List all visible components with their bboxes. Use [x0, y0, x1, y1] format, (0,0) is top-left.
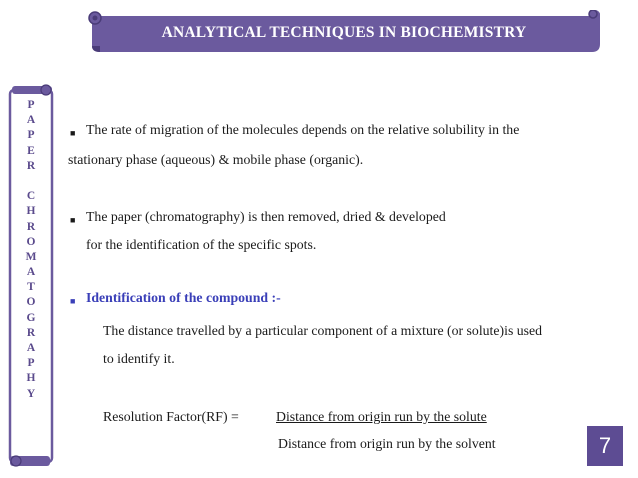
side-letter: P — [27, 99, 35, 111]
side-letter: R — [26, 326, 36, 339]
side-letter: R — [26, 220, 36, 233]
side-letter: P — [27, 357, 35, 370]
side-letter: H — [26, 205, 36, 218]
formula-denominator: Distance from origin run by the solvent — [278, 436, 496, 451]
side-letter: A — [26, 342, 36, 354]
bullet-square-icon: ■ — [70, 296, 76, 306]
side-letter: T — [27, 281, 35, 294]
bullet-2-line-1: The paper (chromatography) is then removed, dried & developed — [86, 209, 446, 224]
identification-heading: Identification of the compound :- — [86, 290, 281, 305]
bullet-1-line-1: The rate of migration of the molecules depends on the relative solubility in the — [86, 122, 520, 137]
side-letter: C — [26, 190, 36, 203]
side-letter: P — [27, 129, 35, 142]
side-letter: M — [25, 250, 37, 263]
side-letter: A — [26, 266, 36, 279]
formula-label: Resolution Factor(RF) = — [103, 409, 239, 424]
side-letter: O — [26, 235, 36, 248]
side-letter: E — [27, 144, 35, 157]
side-letter: H — [26, 372, 36, 385]
page-number-badge: 7 — [587, 426, 623, 466]
side-letter: A — [26, 114, 36, 127]
bullet-3-line-1: The distance travelled by a particular component of a mixture (or solute)is used — [103, 323, 543, 338]
bullet-square-icon: ■ — [70, 128, 76, 138]
bullet-square-icon: ■ — [70, 215, 76, 225]
side-letter: O — [26, 296, 36, 309]
side-letter: R — [26, 159, 36, 172]
side-letter: Y — [26, 387, 36, 400]
bullet-2-line-2: for the identification of the specific spots. — [86, 237, 317, 252]
page-title: ANALYTICAL TECHNIQUES IN BIOCHEMISTRY — [161, 24, 527, 41]
bullet-3-line-2: to identify it. — [103, 351, 175, 366]
formula-numerator: Distance from origin run by the solute — [276, 409, 487, 424]
bullet-1-line-2: stationary phase (aqueous) & mobile phase (organic). — [68, 152, 364, 167]
side-letter: G — [26, 311, 36, 324]
